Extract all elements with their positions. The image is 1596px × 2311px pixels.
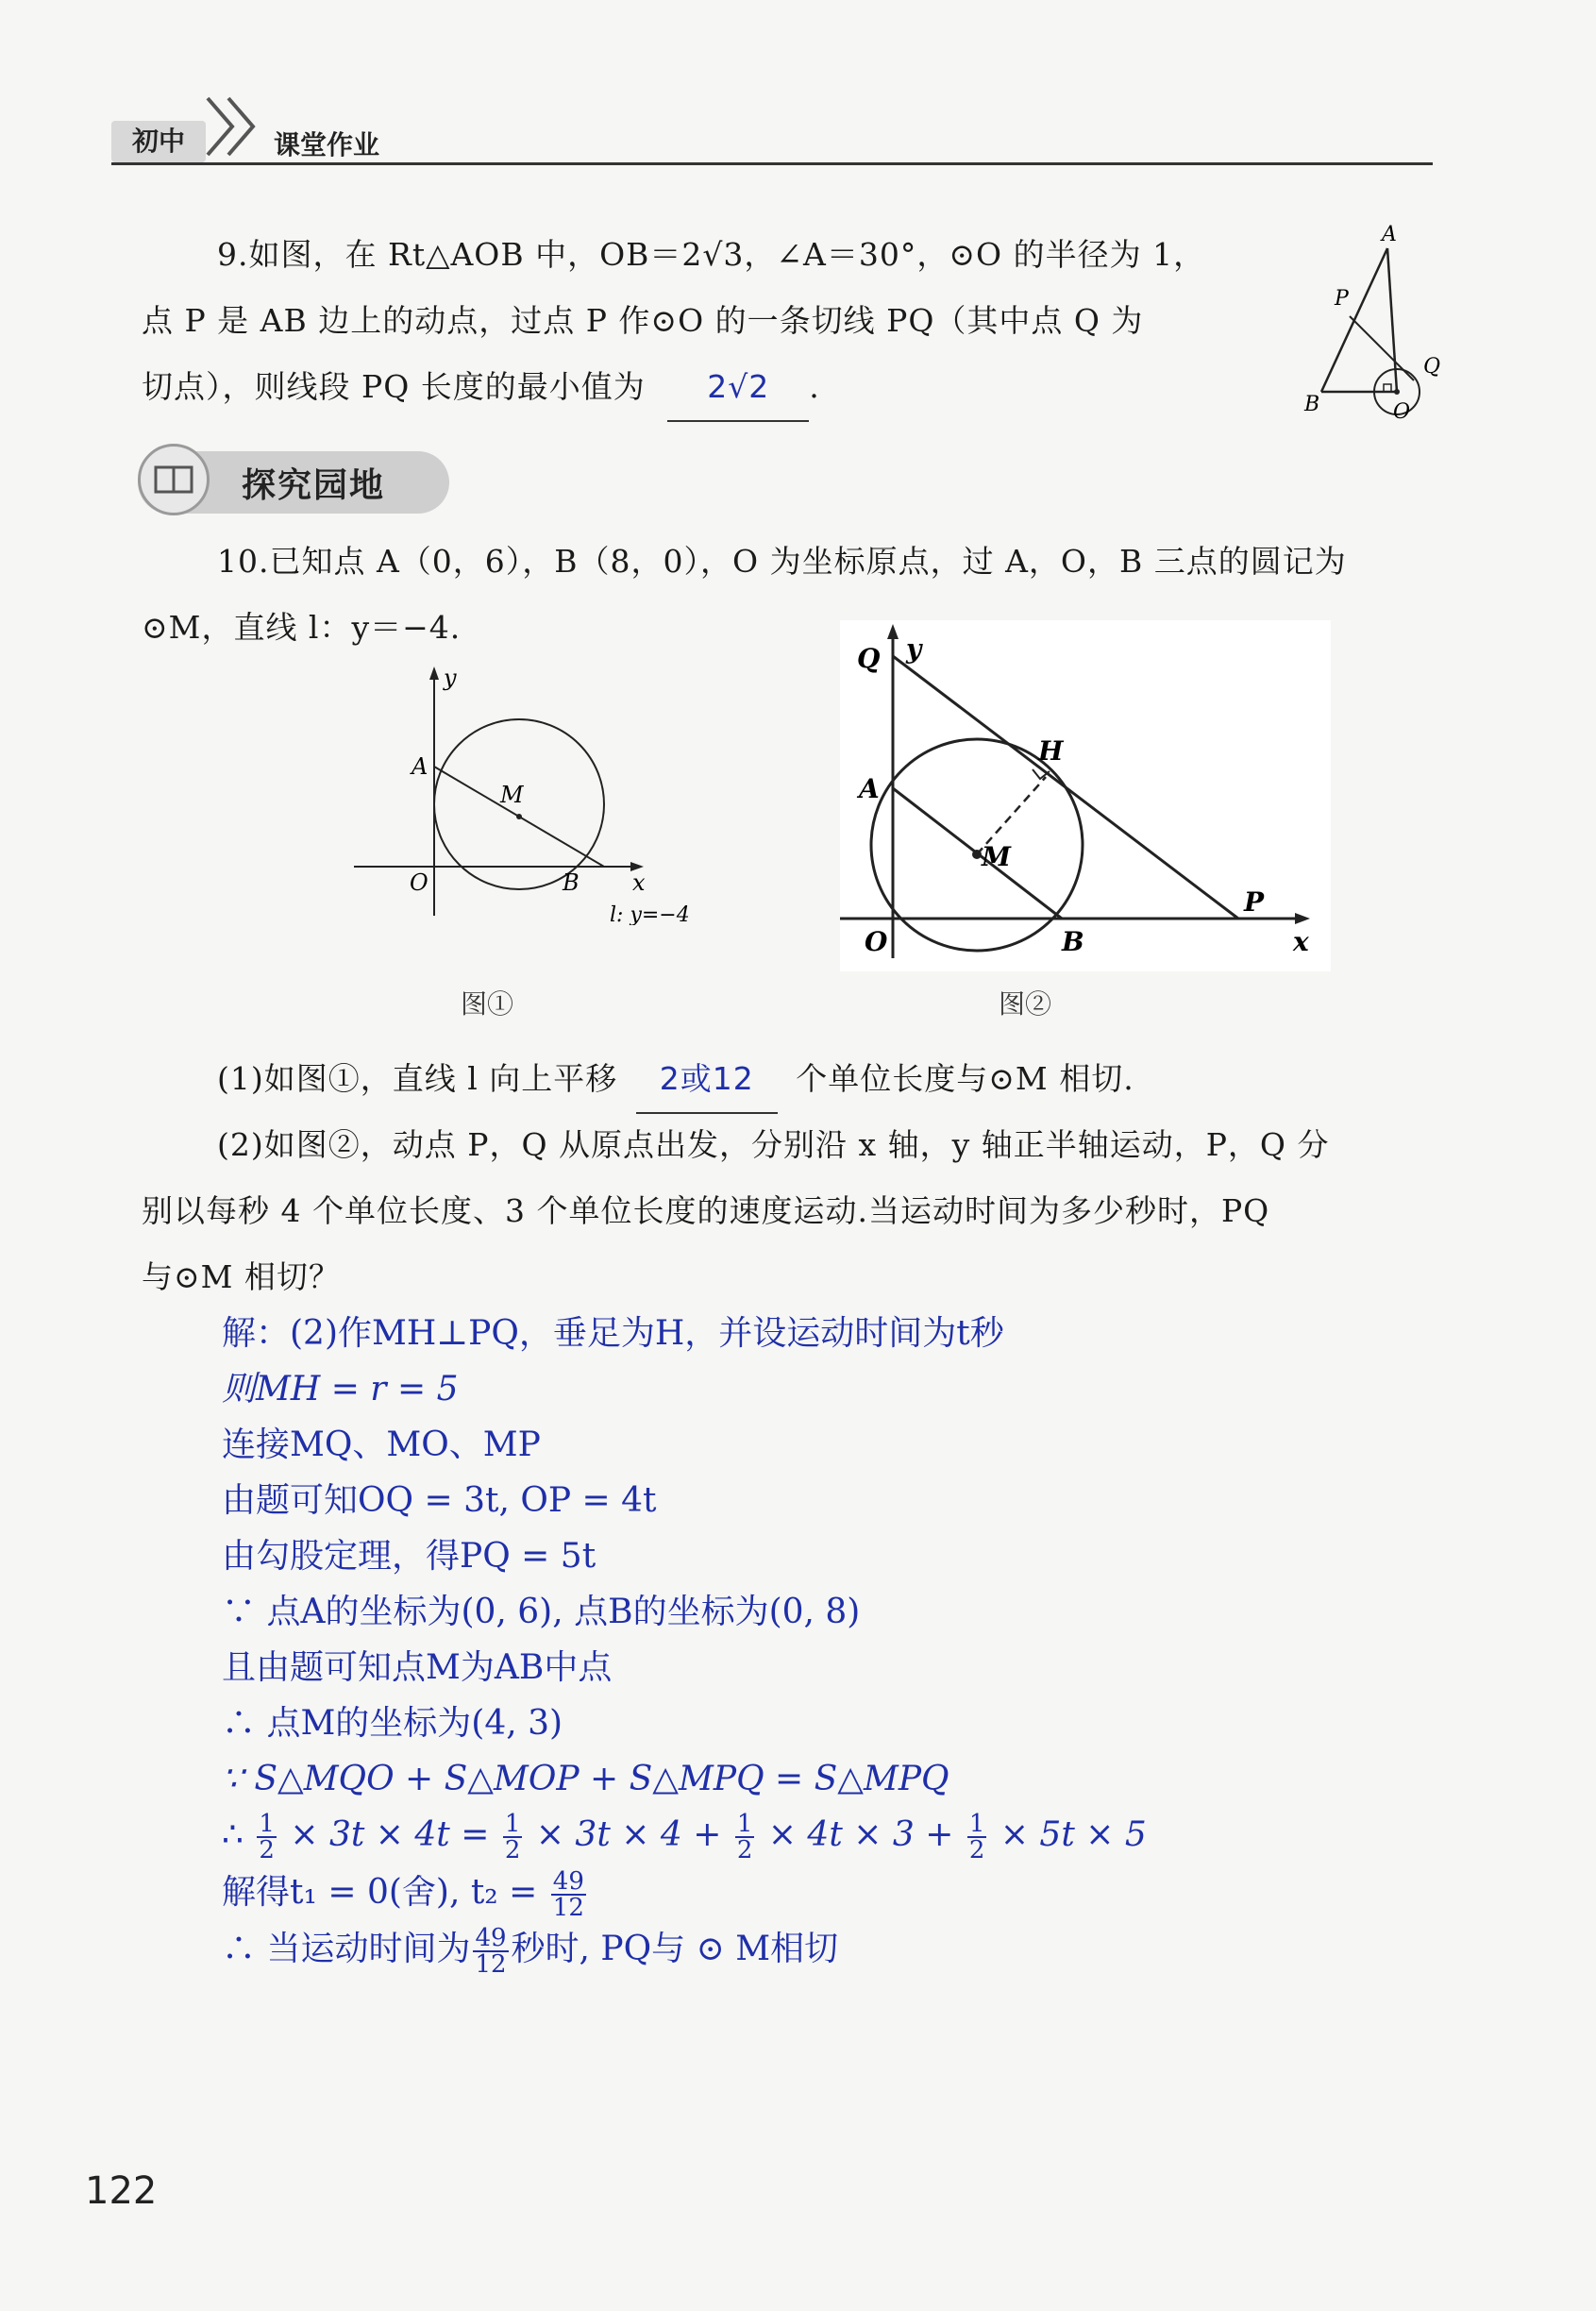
fig1-point-m: [516, 814, 522, 819]
sol10-frac-3: [735, 1812, 755, 1863]
solution-line-10: [222, 1808, 1147, 1863]
sol10-therefore: ∴: [222, 1815, 244, 1854]
sol10-frac-3-den: 2: [736, 1836, 753, 1864]
fig1-label-x: x: [632, 869, 646, 896]
sol10-term-2: × 3t × 4 +: [535, 1815, 722, 1854]
solution-line-3: 连接MQ、MO、MP: [222, 1425, 541, 1464]
section-title: 探究园地: [242, 466, 386, 505]
q9-line2: 点 P 是 AB 边上的动点，过点 P 作⊙O 的一条切线 PQ（其中点 Q 为: [142, 302, 1144, 339]
sol10-frac-1: [257, 1812, 277, 1863]
sol10-frac-2-den: 2: [504, 1836, 521, 1864]
fig1-caption: 图①: [461, 988, 514, 1020]
sol12-pre: ∴ 当运动时间为: [222, 1930, 471, 1968]
fig2-point-m: [972, 850, 982, 859]
q9-answer: 2√2: [667, 354, 809, 422]
q10-part1-answer: 2或12: [636, 1046, 778, 1114]
sol11-frac-num: 49: [552, 1867, 584, 1896]
q9-label-a: A: [1382, 223, 1397, 246]
chevron-decoration-icon: [200, 91, 266, 162]
sol12-post: 秒时, PQ与 ⊙ M相切: [511, 1930, 839, 1968]
sol11-frac: [551, 1869, 586, 1920]
solution-line-7: 且由题可知点M为AB中点: [222, 1648, 613, 1687]
solution-line-8: ∴ 点M的坐标为(4, 3): [222, 1704, 563, 1743]
q9-center-dot: [1394, 389, 1400, 395]
fig2-label-y: y: [906, 633, 922, 665]
page-number: 122: [85, 2169, 158, 2213]
sol10-frac-3-num: 1: [736, 1810, 753, 1838]
q10-figure-1: [349, 661, 708, 925]
sol10-term-4: × 5t × 5: [1000, 1815, 1147, 1854]
q10-part2-line2: 别以每秒 4 个单位长度、3 个单位长度的速度运动.当运动时间为多少秒时，PQ: [142, 1192, 1270, 1229]
fig2-label-a: A: [859, 773, 880, 804]
sol10-frac-4: [967, 1812, 987, 1863]
fig1-y-arrow: [429, 666, 439, 680]
q9-figure: [1293, 222, 1458, 425]
header-level-tag: 初中: [111, 121, 206, 162]
q9-line3: [142, 354, 820, 422]
sol12-frac-num: 49: [475, 1924, 507, 1952]
sol10-term-1: × 3t × 4t =: [290, 1815, 490, 1854]
q10-figure-2: [831, 618, 1340, 977]
sol10-frac-1-den: 2: [259, 1836, 275, 1864]
fig2-label-q: Q: [857, 643, 881, 674]
fig2-caption: 图②: [999, 988, 1052, 1020]
solution-line-1: 解：(2)作MH⊥PQ，垂足为H，并设运动时间为t秒: [222, 1314, 1004, 1353]
q10-part1-pre: (1)如图①，直线 l 向上平移: [217, 1060, 618, 1097]
q10-line2: ⊙M，直线 l：y＝−4.: [142, 609, 462, 646]
q10-line1: 10.已知点 A（0，6），B（8，0），O 为坐标原点，过 A，O，B 三点的圆记为: [217, 543, 1347, 580]
sol11-text: 解得t₁ = 0(舍), t₂ =: [222, 1873, 538, 1912]
q9-label-o: O: [1393, 400, 1411, 424]
solution-line-12: [222, 1922, 838, 1977]
sol10-frac-4-den: 2: [968, 1836, 985, 1864]
solution-line-11: [222, 1865, 589, 1920]
solution-line-4: 由题可知OQ = 3t, OP = 4t: [222, 1481, 657, 1520]
solution-line-2: 则MH = r = 5: [222, 1370, 459, 1409]
q9-label-p: P: [1335, 287, 1349, 311]
q9-end: .: [809, 368, 820, 405]
q10-part1: [217, 1046, 1134, 1114]
sol12-frac: [473, 1926, 508, 1977]
sol11-frac-den: 12: [552, 1894, 584, 1922]
q9-line3-text: 切点），则线段 PQ 长度的最小值为: [142, 368, 646, 405]
solution-line-5: 由勾股定理，得PQ = 5t: [222, 1537, 596, 1576]
q10-part2-line1: (2)如图②，动点 P，Q 从原点出发，分别沿 x 轴，y 轴正半轴运动，P，Q 分: [217, 1126, 1330, 1163]
fig1-label-b: B: [563, 869, 580, 896]
solution-line-9: ∵ S△MQO + S△MOP + S△MPQ = S△MPQ: [222, 1760, 949, 1798]
sol10-frac-2-num: 1: [504, 1810, 521, 1838]
header-divider: [111, 162, 1433, 165]
fig1-label-m: M: [500, 782, 524, 808]
fig2-label-b: B: [1062, 926, 1084, 957]
sol10-term-3: × 4t × 3 +: [767, 1815, 954, 1854]
q9-label-q: Q: [1423, 355, 1441, 379]
solution-line-6: ∵ 点A的坐标为(0, 6), 点B的坐标为(0, 8): [222, 1593, 861, 1631]
q9-line1: 9.如图，在 Rt△AOB 中，OB＝2√3，∠A＝30°，⊙O 的半径为 1，: [217, 236, 1206, 273]
book-icon: [138, 444, 210, 515]
q10-part2-line3: 与⊙M 相切？: [142, 1258, 341, 1295]
sol10-frac-2: [503, 1812, 523, 1863]
fig1-label-o: O: [410, 869, 428, 896]
sol10-frac-4-num: 1: [968, 1810, 985, 1838]
fig2-label-x: x: [1293, 926, 1309, 957]
fig2-label-o: O: [865, 926, 888, 957]
q10-part1-post: 个单位长度与⊙M 相切.: [796, 1060, 1134, 1097]
header-title: 课堂作业: [274, 129, 380, 160]
q9-label-b: B: [1304, 393, 1320, 416]
sol12-frac-den: 12: [475, 1950, 507, 1979]
sol10-frac-1-num: 1: [259, 1810, 275, 1838]
fig1-label-l: l: y=−4: [610, 903, 690, 925]
fig1-label-y: y: [444, 665, 457, 691]
fig2-label-p: P: [1244, 886, 1265, 918]
fig1-label-a: A: [412, 753, 428, 780]
fig2-label-h: H: [1038, 735, 1064, 767]
fig2-label-m: M: [982, 841, 1011, 872]
